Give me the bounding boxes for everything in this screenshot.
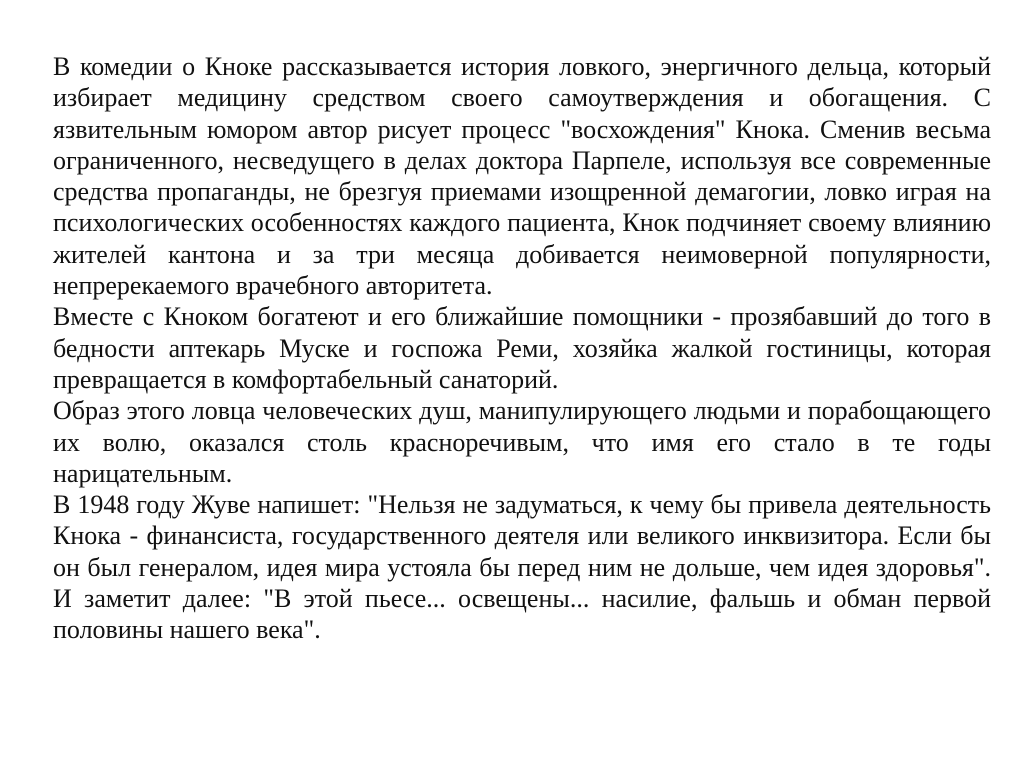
paragraph-2: Вместе с Кноком богатеют и его ближайшие помощники - прозябавший до того в бедности аптекарь Муске и госпожа Реми, хозяйка жалкой гостиницы, которая превращается в комфортабельный санаторий. bbox=[53, 302, 991, 394]
text-body bbox=[53, 51, 991, 646]
paragraph-3: Образ этого ловца человеческих душ, манипулирующего людьми и порабощающего их волю, оказался столь красноречивым, что имя его стало в те годы нарицательным. bbox=[53, 396, 991, 488]
paragraph-1: В комедии о Кноке рассказывается история ловкого, энергичного дельца, который избирает медицину средством своего самоутверждения и обогащения. С язвительным юмором автор рисует процесс "восхождения" Кнока. Сменив весьма ограниченного, несведущего в делах доктора Парпеле, используя все современные средства пропаганды, не брезгуя приемами изощренной демагогии, ловко играя на психологических особенностях каждого пациента, Кнок подчиняет своему влиянию жителей кантона и за три месяца добивается неимоверной популярности, непререкаемого врачебного авторитета. bbox=[53, 52, 991, 301]
paragraph-4: В 1948 году Жуве напишет: "Нельзя не задуматься, к чему бы привела деятельность Кнока - финансиста, государственного деятеля или великого инквизитора. Если бы он был генералом, идея мира устояла бы перед ним не дольше, чем идея здоровья". И заметит далее: "В этой пьесе... освещены... насилие, фальшь и обман первой половины нашего века". bbox=[53, 490, 991, 645]
